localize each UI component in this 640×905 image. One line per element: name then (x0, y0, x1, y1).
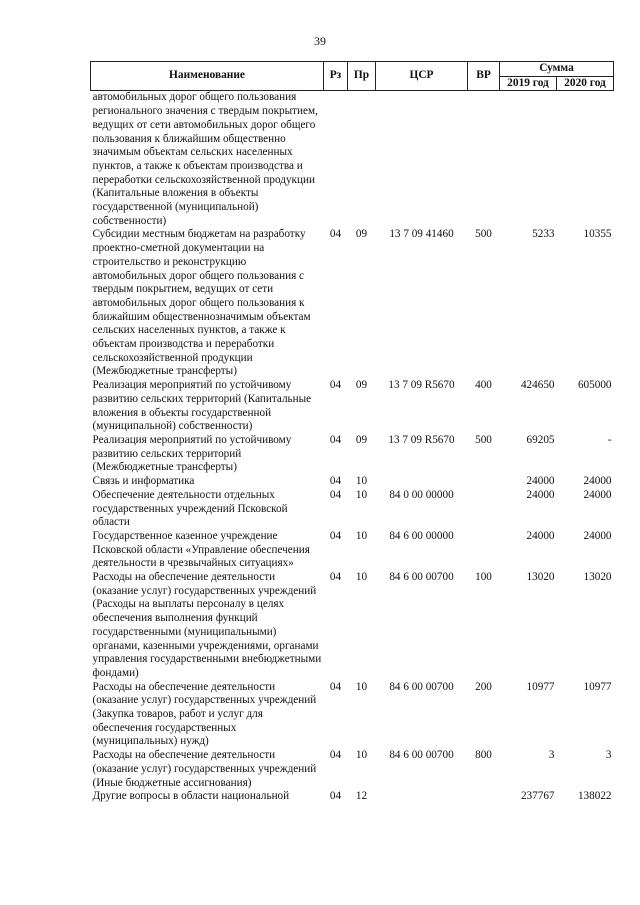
row-vr: 800 (475, 749, 492, 762)
row-csr: 84 6 00 00700 (389, 749, 454, 762)
row-2019: 13020 (526, 571, 555, 584)
row-2020: 13020 (583, 571, 612, 584)
row-name: Другие вопросы в области национальной (92, 790, 290, 803)
row-name: Расходы на обеспечение деятельности (оказание услуг) государственных учреждений (Иные бюджетные ассигнования) (92, 749, 317, 789)
page-number: 39 (314, 34, 326, 48)
row-pr: 10 (355, 488, 368, 501)
row-name: Субсидии местным бюджетам на разработку проектно-сметной документации на строительство и реконструкцию автомобильных дорог общего пользования с твердым покрытием, ведущих от сети автомобильных дорог общего пользования к ближайшим общественнозначимым объектам сельских населенных пунктов, а также к объектам производства и переработки сельскохозяйственной продукции (Межбюджетные трансферты) (92, 228, 311, 378)
row-csr: 13 7 09 R5670 (388, 433, 455, 446)
table-row (91, 434, 614, 475)
row-2020 (557, 91, 614, 229)
row-2019: 3 (548, 749, 555, 762)
row-rz: 04 (329, 790, 342, 803)
row-2020: 10977 (583, 680, 612, 693)
table-row (91, 228, 614, 379)
row-2019: 24000 (526, 475, 555, 488)
row-name: Государственное казенное учреждение Псковской области «Управление обеспечения деятельности в чрезвычайных ситуациях» (92, 529, 310, 570)
row-rz: 04 (329, 228, 342, 241)
row-2019: 69205 (526, 433, 555, 446)
row-2020: 138022 (577, 790, 612, 803)
row-2019: 10977 (526, 680, 555, 693)
row-2019: 24000 (526, 488, 555, 501)
table-row (91, 489, 614, 530)
row-2020: 24000 (583, 475, 612, 488)
row-2019: 424650 (520, 379, 555, 392)
table-row (91, 681, 614, 750)
row-rz: 04 (329, 379, 342, 392)
row-rz (324, 91, 348, 229)
row-rz: 04 (329, 488, 342, 501)
row-2020: 24000 (583, 529, 612, 542)
row-pr: 10 (355, 571, 368, 584)
header-vr: ВР (468, 62, 500, 91)
row-vr: 500 (475, 228, 492, 241)
row-vr (468, 530, 500, 571)
row-pr: 10 (355, 680, 368, 693)
row-name: Реализация мероприятий по устойчивому развитию сельских территорий (Межбюджетные трансферты) (92, 433, 292, 474)
table-row (91, 530, 614, 571)
header-2020: 2020 год (557, 76, 614, 91)
row-vr (468, 475, 500, 489)
row-csr: 84 0 00 00000 (389, 488, 454, 501)
row-rz: 04 (329, 749, 342, 762)
header-rz: Рз (324, 62, 348, 91)
row-2019: 5233 (532, 228, 555, 241)
row-rz: 04 (329, 529, 342, 542)
header-sum: Сумма (500, 62, 614, 77)
row-2020: 10355 (583, 228, 612, 241)
row-csr: 13 7 09 41460 (389, 228, 454, 241)
table-row (91, 475, 614, 489)
row-vr: 200 (475, 680, 492, 693)
row-2019 (500, 91, 557, 229)
row-rz: 04 (329, 475, 342, 488)
row-name: Связь и информатика (92, 475, 195, 488)
row-vr (468, 91, 500, 229)
row-csr: 84 6 00 00700 (389, 680, 454, 693)
table-row (91, 379, 614, 434)
row-name: автомобильных дорог общего пользования регионального значения с твердым покрытием, ведущих от сети автомобильных дорог общего пользования к ближайшим общественно значимым объектам сельских населенных пунктов, а также к объектам производства и переработки сельскохозяйственной продукции (Капитальные вложения в объекты государственной (муниципальной) собственности) (92, 91, 318, 227)
row-pr (348, 91, 376, 229)
row-vr (468, 790, 500, 804)
header-name: Наименование (91, 62, 324, 91)
row-csr (376, 790, 468, 804)
row-vr (468, 489, 500, 530)
row-rz: 04 (329, 680, 342, 693)
row-csr (376, 91, 468, 229)
table-row (91, 790, 614, 804)
row-2019: 237767 (520, 790, 555, 803)
header-2019: 2019 год (500, 76, 557, 91)
row-name: Реализация мероприятий по устойчивому развитию сельских территорий (Капитальные вложения в объекты государственной (муниципальной) собственности) (92, 379, 312, 433)
row-vr: 100 (475, 571, 492, 584)
row-csr: 13 7 09 R5670 (388, 379, 455, 392)
row-2020: 24000 (583, 488, 612, 501)
row-vr: 500 (475, 433, 492, 446)
table-row (91, 571, 614, 681)
row-rz: 04 (329, 433, 342, 446)
row-name: Расходы на обеспечение деятельности (оказание услуг) государственных учреждений (Расходы на выплаты персоналу в целях обеспечения выполнения функций государственными (муниципальными) органами, казенными учреждениями, органами управления государственными внебюджетными фондами) (92, 571, 322, 679)
row-2020: - (607, 433, 612, 446)
row-csr: 84 6 00 00000 (389, 529, 454, 542)
header-csr: ЦСР (376, 62, 468, 91)
row-pr: 09 (355, 228, 368, 241)
header-pr: Пр (348, 62, 376, 91)
row-2019: 24000 (526, 529, 555, 542)
table-row (91, 749, 614, 790)
row-rz: 04 (329, 571, 342, 584)
row-vr: 400 (475, 379, 492, 392)
row-2020: 3 (605, 749, 612, 762)
row-pr: 10 (355, 749, 368, 762)
row-csr (376, 475, 468, 489)
row-pr: 09 (355, 379, 368, 392)
budget-table (90, 61, 614, 804)
row-name: Обеспечение деятельности отдельных государственных учреждений Псковской области (92, 488, 288, 529)
row-pr: 12 (355, 790, 368, 803)
row-pr: 10 (355, 475, 368, 488)
row-name: Расходы на обеспечение деятельности (оказание услуг) государственных учреждений (Закупка товаров, работ и услуг для обеспечения государственных (муниципальных) нужд) (92, 680, 317, 748)
table-row (91, 91, 614, 229)
row-pr: 10 (355, 529, 368, 542)
row-2020: 605000 (577, 379, 612, 392)
row-csr: 84 6 00 00700 (389, 571, 454, 584)
row-pr: 09 (355, 433, 368, 446)
